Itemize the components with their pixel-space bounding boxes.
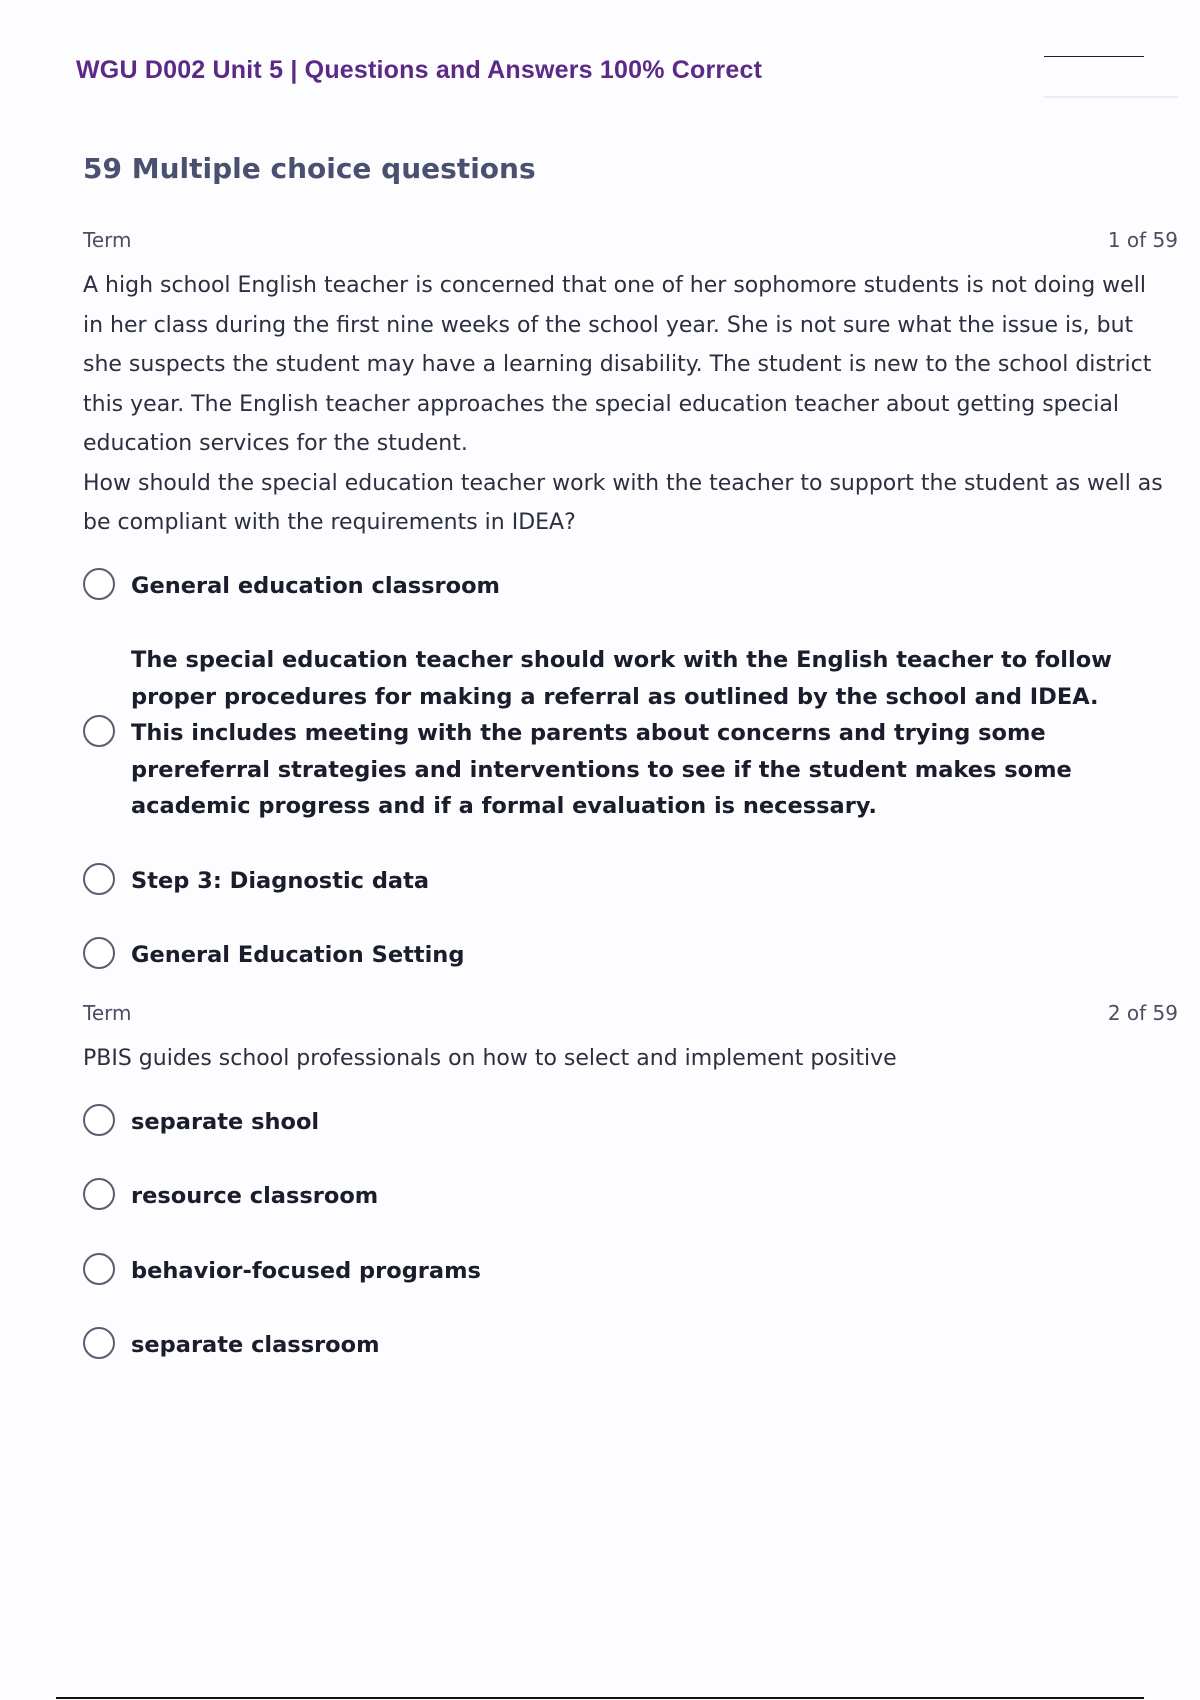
header-rule-faint <box>1044 96 1178 98</box>
question-card <box>83 228 1178 1012</box>
radio-button[interactable] <box>83 1253 115 1285</box>
term-label: Term <box>83 228 132 252</box>
radio-button[interactable] <box>83 1327 115 1359</box>
answer-option[interactable] <box>83 1327 1131 1364</box>
question-paragraph: A high school English teacher is concerned that one of her sophomore students is not doing well in her class during the first nine weeks of the school year. She is not sure what the issue is, but she suspects the student may have a learning disability. The student is new to the school district this year. The English teacher approaches the special education teacher about getting special education services for the student. <box>83 273 1152 456</box>
answer-option-text: separate shool <box>131 1108 320 1135</box>
answer-option[interactable] <box>83 1253 1131 1290</box>
radio-button[interactable] <box>83 863 115 895</box>
question-header <box>83 228 1178 256</box>
answer-option-text: General Education Setting <box>131 942 465 968</box>
question-counter: 1 of 59 <box>1107 228 1178 252</box>
radio-button[interactable] <box>83 1178 115 1210</box>
question-text <box>83 1039 1163 1079</box>
radio-button[interactable] <box>83 937 115 969</box>
answer-option-text: The special education teacher should work with the English teacher to follow proper procedures for making a referral as outlined by the school and IDEA. This includes meeting with the parents about concerns and trying some prereferral strategies and interventions to see if the student makes some academic progress and if a formal evaluation is necessary. <box>131 647 1112 819</box>
answer-option[interactable] <box>83 568 1131 605</box>
footer-rule <box>56 1697 1144 1699</box>
answer-option[interactable] <box>83 937 1131 974</box>
answer-option-text: behavior-focused programs <box>131 1257 481 1284</box>
radio-button[interactable] <box>83 1104 115 1136</box>
question-paragraph: How should the special education teacher work with the teacher to support the student as well as be compliant with the requirements in IDEA? <box>83 470 1163 535</box>
answer-option[interactable] <box>83 1104 1131 1141</box>
question-header <box>83 1001 1178 1029</box>
answer-options <box>83 1104 1178 1364</box>
question-text <box>83 266 1163 543</box>
answer-option-text: separate classroom <box>131 1332 380 1358</box>
question-card <box>83 1001 1178 1402</box>
answer-option-text: General education classroom <box>131 572 500 599</box>
radio-button[interactable] <box>83 715 115 747</box>
term-label: Term <box>83 1001 132 1025</box>
radio-button[interactable] <box>83 568 115 600</box>
answer-option-text: Step 3: Diagnostic data <box>131 867 430 894</box>
header-rule <box>1044 56 1144 57</box>
question-set-heading: 59 Multiple choice questions <box>83 152 536 185</box>
answer-option[interactable] <box>83 642 1131 825</box>
answer-options <box>83 568 1178 974</box>
answer-option[interactable] <box>83 1178 1131 1215</box>
document-title: WGU D002 Unit 5 | Questions and Answers 100% Correct <box>76 56 763 84</box>
answer-option-text: resource classroom <box>131 1183 379 1209</box>
answer-option[interactable] <box>83 863 1131 900</box>
question-paragraph: PBIS guides school professionals on how to select and implement positive <box>83 1046 897 1071</box>
question-counter: 2 of 59 <box>1107 1001 1178 1025</box>
